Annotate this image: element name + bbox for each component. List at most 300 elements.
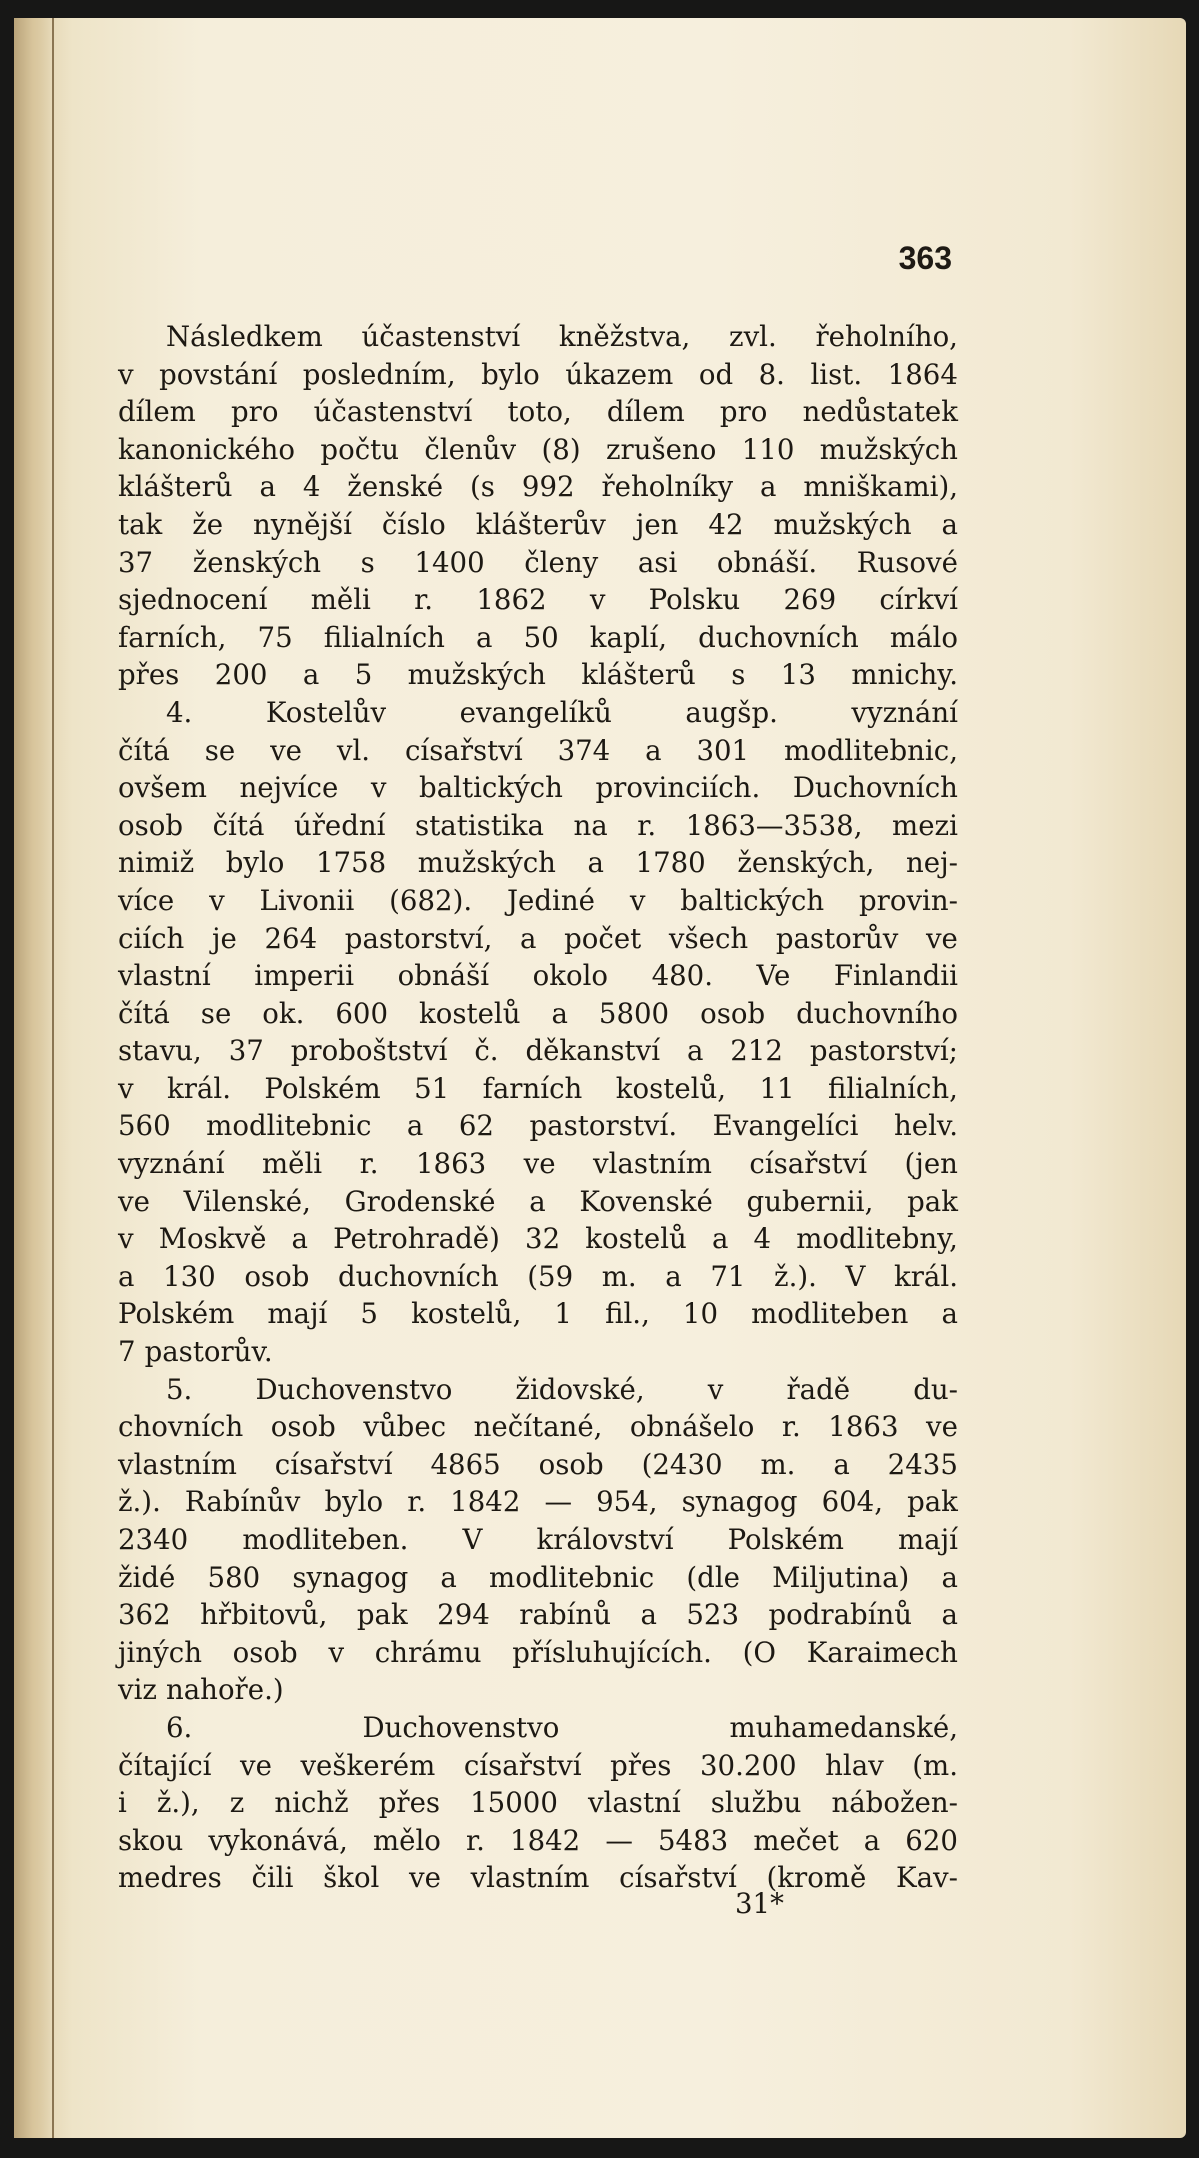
text-line: [118, 544, 958, 582]
text-line: [118, 1032, 958, 1070]
word: pastorství;: [809, 1034, 958, 1068]
word: nynější: [252, 507, 352, 541]
word: 1863: [415, 1147, 487, 1181]
word: nejvíce: [239, 771, 339, 805]
word: osob: [270, 1410, 336, 1444]
word: úřední: [293, 808, 386, 842]
page-number: 363: [898, 240, 952, 276]
word: přes: [610, 1748, 672, 1782]
word: a: [406, 1109, 424, 1143]
word: Rusové: [856, 545, 958, 579]
word: podrabínů: [768, 1598, 913, 1632]
word: nečítané,: [473, 1410, 603, 1444]
word: 604,: [821, 1485, 884, 1519]
word: jiných: [118, 1635, 202, 1669]
word: 560: [118, 1109, 171, 1143]
word: (682).: [389, 883, 473, 917]
word: povstání: [159, 357, 278, 391]
word: modliteben: [751, 1297, 909, 1331]
word: v: [328, 1635, 345, 1669]
word: ve: [270, 733, 302, 767]
text-line: [118, 356, 958, 394]
word: se: [200, 996, 232, 1030]
word: se: [204, 733, 236, 767]
word: filialních,: [828, 1071, 958, 1105]
word: čili: [251, 1861, 294, 1895]
word: a: [833, 1447, 850, 1481]
word: 50: [523, 620, 559, 654]
word: r.: [414, 583, 434, 617]
word: a: [476, 620, 493, 654]
word: 301: [696, 733, 750, 767]
word: 954,: [596, 1485, 658, 1519]
word: číslo: [381, 507, 446, 541]
word: 992: [521, 470, 575, 504]
word: vyznání: [118, 1147, 225, 1181]
word: Duchovenstvo: [362, 1710, 560, 1744]
word: 5: [354, 658, 373, 692]
word: mniškami),: [803, 470, 958, 504]
word: (59: [527, 1259, 574, 1293]
word: klášterů: [581, 658, 696, 692]
text-line: [118, 1559, 958, 1597]
word: Polském: [264, 1071, 381, 1105]
text-line: [118, 1371, 958, 1409]
word: 1780: [635, 846, 706, 880]
word: přes: [378, 1786, 441, 1820]
word: Vilenské,: [183, 1184, 311, 1218]
word: 110: [741, 432, 795, 466]
word: hlav: [825, 1748, 884, 1782]
word: kněžstva,: [558, 320, 691, 353]
text-line: [118, 1183, 958, 1221]
word: v: [370, 771, 387, 805]
word: (m.: [912, 1748, 958, 1782]
word: ve: [240, 1748, 272, 1782]
text-line: [118, 920, 958, 958]
word: císařství: [749, 1147, 868, 1181]
text-line: [118, 1145, 958, 1183]
word: Miljutina): [772, 1560, 910, 1594]
word: synagog: [681, 1485, 798, 1519]
word: a: [711, 1222, 729, 1256]
word: Ve: [756, 959, 791, 993]
word: ve: [118, 1184, 150, 1218]
word: i: [118, 1786, 127, 1820]
text-line: [118, 1408, 958, 1446]
word: 294: [437, 1598, 490, 1632]
word: (jen: [904, 1147, 958, 1181]
word: modlitebny,: [796, 1222, 958, 1256]
word: členův: [424, 432, 517, 466]
word: a: [640, 1598, 657, 1632]
word: mečet: [753, 1823, 839, 1857]
word: rabínů: [519, 1598, 611, 1632]
word: 75: [257, 620, 293, 654]
word: a: [587, 846, 604, 880]
word: pro: [231, 395, 279, 429]
word: církví: [879, 583, 958, 617]
word: účastenství: [361, 320, 521, 353]
word: od: [698, 357, 734, 391]
word: čítá: [118, 996, 170, 1030]
word: pak: [356, 1598, 408, 1632]
word: království: [536, 1523, 674, 1556]
word: nábožen-: [831, 1786, 958, 1820]
word: přes: [118, 658, 180, 692]
text-line: [118, 807, 958, 845]
signature-mark: 31*: [735, 1887, 784, 1920]
word: 5800: [598, 996, 670, 1030]
word: nimiž: [118, 846, 195, 880]
word: a: [941, 1297, 958, 1331]
word: 30.200: [700, 1748, 797, 1782]
word: proboštství: [290, 1034, 448, 1068]
word: osob: [118, 808, 184, 842]
word: ž.).: [118, 1485, 161, 1519]
word: 600: [335, 996, 389, 1030]
word: vlastním: [470, 1861, 590, 1895]
text-line: [118, 1634, 958, 1672]
word: muhamedanské,: [729, 1710, 958, 1744]
word: modlitebnic,: [783, 733, 958, 767]
word: císařství: [274, 1447, 393, 1481]
word: pastorství,: [344, 921, 493, 955]
word: 5: [360, 1297, 378, 1331]
word: měli: [261, 1147, 323, 1181]
word: nichž: [274, 1786, 349, 1820]
word: dílem: [606, 395, 685, 429]
word: 1864: [887, 357, 958, 391]
word: a: [941, 1560, 958, 1594]
word: vlastní: [587, 1786, 681, 1820]
word: 4: [753, 1222, 772, 1256]
text-line: [118, 581, 958, 619]
word: chovních: [118, 1410, 244, 1444]
text-line: [118, 393, 958, 431]
text-line: [118, 1446, 958, 1484]
word: a: [118, 1259, 135, 1293]
word: bylo: [225, 846, 285, 880]
text-line: [118, 957, 958, 995]
word: mělo: [372, 1823, 441, 1857]
word: 32: [525, 1222, 561, 1256]
word: král.: [167, 1071, 231, 1105]
word: Polském: [118, 1297, 235, 1331]
word: V: [845, 1259, 866, 1293]
word: císařství: [463, 1748, 582, 1782]
text-line: [118, 844, 958, 882]
word: obnáší: [397, 959, 490, 993]
word: 1862: [476, 583, 547, 617]
word: v: [707, 1372, 724, 1406]
word: Rabínův: [184, 1485, 301, 1519]
word: a: [863, 1823, 881, 1857]
word: službu: [710, 1786, 802, 1820]
text-line: [118, 1220, 958, 1258]
word: řeholního,: [815, 320, 958, 353]
word: helv.: [893, 1109, 958, 1143]
word: duchovních: [698, 620, 859, 654]
word: 11: [759, 1071, 795, 1105]
word: list.: [810, 357, 863, 391]
word: synagog: [292, 1560, 409, 1594]
word: 62: [458, 1109, 494, 1143]
word: r.: [781, 1410, 801, 1444]
text-line: [118, 1070, 958, 1108]
word: vlastní: [118, 959, 211, 993]
word: medres: [118, 1861, 222, 1895]
word: sjednocení: [118, 583, 268, 617]
word: vl.: [336, 733, 371, 767]
word: ve: [925, 921, 958, 955]
word: a: [291, 1222, 308, 1256]
word: kaplí,: [589, 620, 668, 654]
word: v: [118, 1222, 134, 1256]
word: v: [118, 357, 134, 391]
text-line: [118, 882, 958, 920]
word: r.: [359, 1147, 379, 1181]
text-line: [118, 732, 958, 770]
word: toto,: [507, 395, 572, 429]
word: r.: [637, 808, 657, 842]
word: osob: [244, 1259, 310, 1293]
text-line: [118, 1107, 958, 1145]
word: 71: [710, 1259, 746, 1293]
word: 37: [228, 1034, 264, 1068]
word: s: [731, 658, 746, 692]
word: pro: [719, 395, 768, 429]
word: modliteben.: [242, 1523, 409, 1556]
word: veškerém: [300, 1748, 436, 1782]
text-line: [118, 468, 958, 506]
word: ciích: [118, 921, 185, 955]
text-line: [118, 1747, 958, 1785]
word: 1842: [510, 1823, 581, 1857]
word: děkanství: [525, 1034, 661, 1068]
word: více: [118, 883, 175, 917]
text-line: [118, 656, 958, 694]
word: r.: [407, 1485, 427, 1519]
word: bylo: [481, 357, 540, 391]
word: (8): [541, 432, 581, 466]
word: v: [118, 1071, 134, 1105]
word: obnášelo: [629, 1410, 755, 1444]
word: pastorův: [775, 921, 899, 955]
word: v: [589, 583, 606, 617]
word: 269: [783, 583, 837, 617]
word: pak: [907, 1485, 958, 1519]
word: m.: [760, 1447, 796, 1481]
word: vůbec: [363, 1410, 447, 1444]
word: baltických: [419, 771, 563, 805]
text-line: [118, 1671, 958, 1709]
word: vykonává,: [208, 1823, 348, 1857]
word: 480.: [651, 959, 714, 993]
word: ovšem: [118, 771, 207, 805]
text-line: [118, 1521, 958, 1559]
word: posledním,: [302, 357, 456, 391]
word: kostelů: [418, 996, 521, 1030]
word: škol: [323, 1861, 380, 1895]
word: pak: [907, 1184, 958, 1218]
word: fil.,: [605, 1297, 650, 1331]
word: jen: [635, 507, 679, 541]
word: ženských: [192, 545, 322, 579]
word: a: [665, 1259, 682, 1293]
word: ok.: [262, 996, 305, 1030]
word: Duchovenstvo: [255, 1372, 453, 1406]
word: imperii: [254, 959, 355, 993]
word: 1842: [450, 1485, 521, 1519]
word: a: [941, 507, 958, 541]
word: 8.: [758, 357, 785, 391]
word: mužských: [417, 846, 556, 880]
word: 1: [554, 1297, 572, 1331]
word: chrámu: [374, 1635, 482, 1669]
word: 1863—3538,: [685, 808, 863, 842]
word: Kostelův: [265, 695, 387, 729]
word: 6.: [166, 1710, 193, 1744]
word: a: [520, 921, 537, 955]
text-line: [118, 1859, 958, 1897]
word: v: [209, 883, 225, 917]
word: že: [192, 507, 224, 541]
word: zrušeno: [605, 432, 717, 466]
word: ve: [926, 1410, 958, 1444]
text-line: [118, 1596, 958, 1634]
word: Livonii: [259, 883, 355, 917]
word: a: [529, 1184, 546, 1218]
word: ženských,: [737, 846, 875, 880]
word: a: [760, 470, 777, 504]
word: je: [211, 921, 237, 955]
word: 200: [214, 658, 268, 692]
word: Grodenské: [344, 1184, 496, 1218]
word: ve: [523, 1147, 556, 1181]
word: a: [941, 1598, 958, 1632]
text-line: [118, 431, 958, 469]
word: počtu: [320, 432, 400, 466]
word: nedůstatek: [802, 395, 958, 429]
word: zvl.: [729, 320, 777, 353]
word: pastorství.: [529, 1109, 678, 1143]
text-line: [118, 1709, 958, 1747]
word: kostelů: [585, 1222, 687, 1256]
word: Duchovních: [792, 771, 958, 805]
word: a: [551, 996, 568, 1030]
word: asi: [637, 545, 678, 579]
word: 130: [163, 1259, 216, 1293]
word: farních,: [118, 620, 227, 654]
text-line: [118, 1483, 958, 1521]
word: vyznání: [851, 695, 958, 729]
text-line: [118, 619, 958, 657]
word: (2430: [641, 1447, 723, 1481]
word: 51: [414, 1071, 450, 1105]
word: Polském: [727, 1523, 844, 1556]
word: 523: [686, 1598, 740, 1632]
text-line: [118, 318, 958, 356]
word: Kav-: [895, 1861, 958, 1895]
word: klášterův: [475, 507, 606, 541]
word: měli: [310, 583, 371, 617]
word: ženské: [347, 470, 444, 504]
word: —: [605, 1823, 633, 1857]
word: pastorův.: [144, 1335, 273, 1369]
body-text: [118, 318, 958, 1897]
word: provinciích.: [595, 771, 761, 805]
text-line: [118, 1295, 958, 1333]
word: 5.: [166, 1372, 193, 1406]
word: 7: [118, 1335, 136, 1369]
word: a: [645, 733, 662, 767]
word: 42: [708, 507, 744, 541]
word: 13: [780, 658, 816, 692]
word: bylo: [324, 1485, 384, 1519]
word: úkazem: [565, 357, 674, 391]
word: čítající: [118, 1748, 212, 1782]
word: 374: [557, 733, 611, 767]
word: Následkem: [166, 320, 323, 353]
word: členy: [524, 545, 599, 579]
word: kostelů,: [411, 1297, 522, 1331]
word: du-: [913, 1372, 958, 1406]
word: modlitebnic: [489, 1560, 655, 1594]
word: —: [544, 1485, 573, 1519]
word: obnáší.: [716, 545, 818, 579]
word: (O: [742, 1635, 776, 1669]
word: řeholníky: [601, 470, 734, 504]
word: 10: [682, 1297, 719, 1331]
word: tak: [118, 507, 163, 541]
word: mužských: [819, 432, 958, 466]
word: z: [229, 1786, 245, 1820]
word: hřbitovů,: [200, 1598, 328, 1632]
word: a: [259, 470, 276, 504]
word: ž.),: [156, 1786, 200, 1820]
word: Kovenské: [579, 1184, 713, 1218]
word: málo: [889, 620, 958, 654]
word: farních: [482, 1071, 583, 1105]
word: s: [360, 545, 375, 579]
word: 15000: [470, 1786, 558, 1820]
word: m.: [601, 1259, 637, 1293]
word: židovské,: [515, 1372, 645, 1406]
word: mezi: [892, 808, 958, 842]
word: klášterů: [118, 470, 233, 504]
word: 4865: [430, 1447, 501, 1481]
text-line: [118, 694, 958, 732]
word: Evangelíci: [712, 1109, 859, 1143]
word: řadě: [786, 1372, 851, 1406]
word: statistika: [415, 808, 544, 842]
word: nej-: [905, 846, 958, 880]
word: viz: [118, 1673, 157, 1707]
word: (s: [470, 470, 495, 504]
word: 4.: [166, 695, 193, 729]
word: židé: [118, 1560, 176, 1594]
word: Karaimech: [806, 1635, 958, 1669]
word: 580: [207, 1560, 261, 1594]
word: baltických: [680, 883, 825, 917]
word: vlastním: [592, 1147, 712, 1181]
word: (kromě: [766, 1861, 867, 1895]
word: Moskvě: [158, 1222, 267, 1256]
text-line: [118, 506, 958, 544]
word: Jediné: [507, 883, 595, 917]
word: evangelíků: [459, 695, 612, 729]
